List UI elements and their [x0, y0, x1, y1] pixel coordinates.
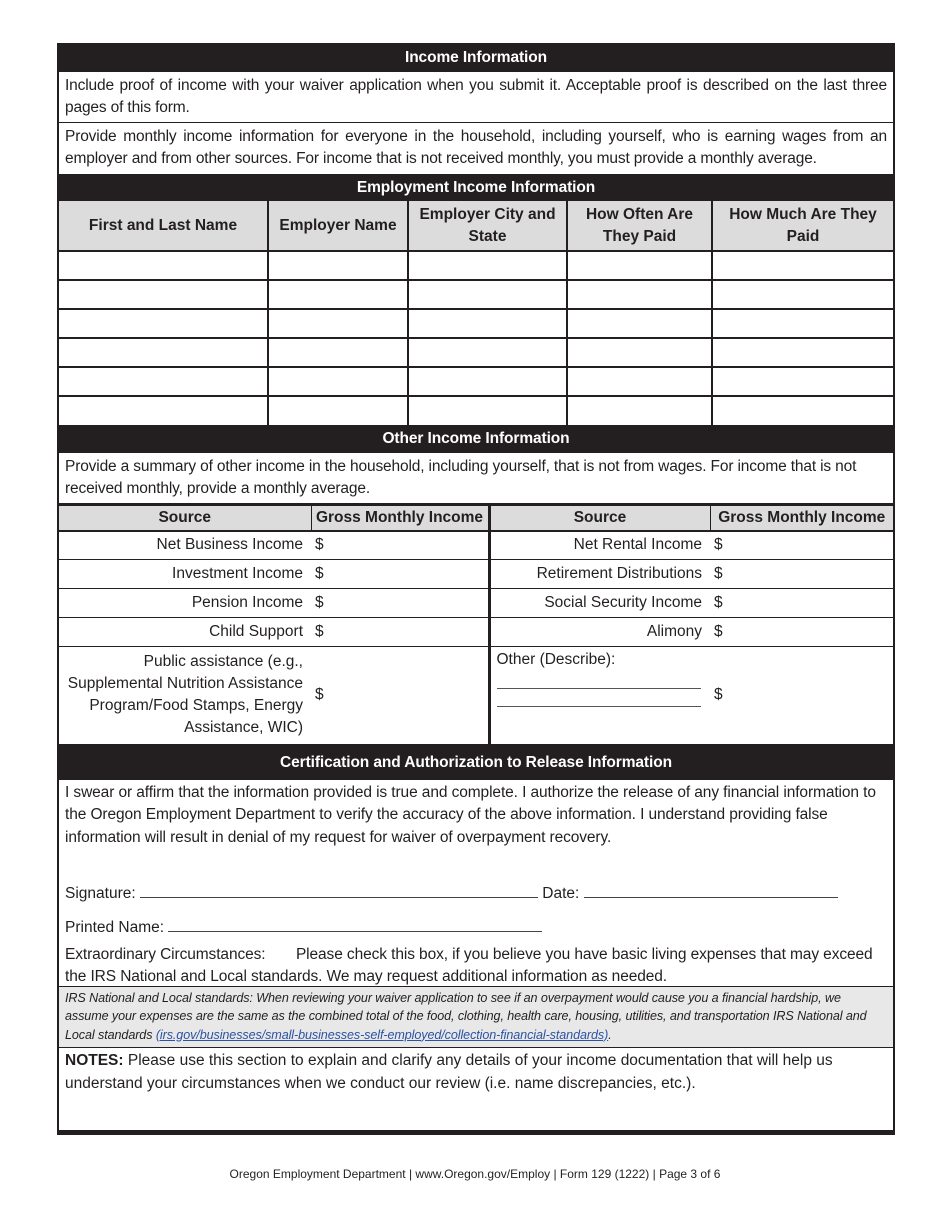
dollar-sign: $ — [714, 686, 723, 704]
source-retirement: Retirement Distributions — [489, 560, 710, 589]
source-alimony: Alimony — [489, 618, 710, 647]
frequency-input[interactable] — [567, 367, 712, 396]
notes-label: NOTES: — [65, 1052, 124, 1069]
col-city-state: Employer City and State — [408, 201, 567, 251]
amount-input[interactable] — [712, 309, 893, 338]
frequency-input[interactable] — [567, 280, 712, 309]
printed-name-field[interactable] — [168, 918, 542, 932]
amount-investment-input[interactable] — [311, 560, 489, 589]
amount-net-business-input[interactable] — [311, 531, 489, 560]
source-public-assistance: Public assistance (e.g., Supplemental Nutrition Assistance Program/Food Stamps, Energy Assistance, WIC) — [67, 653, 303, 737]
source-investment: Investment Income — [58, 560, 311, 589]
name-input[interactable] — [59, 338, 268, 367]
col-gross-left: Gross Monthly Income — [311, 505, 489, 531]
frequency-input[interactable] — [567, 309, 712, 338]
other-income-header-row — [58, 505, 894, 531]
table-row — [59, 280, 893, 309]
name-input[interactable] — [59, 367, 268, 396]
city-state-input[interactable] — [408, 396, 567, 425]
table-row — [58, 618, 894, 647]
col-name: First and Last Name — [59, 201, 268, 251]
dollar-sign: $ — [714, 565, 723, 582]
table-row — [59, 251, 893, 280]
employer-input[interactable] — [268, 367, 408, 396]
table-row — [58, 589, 894, 618]
dollar-sign: $ — [315, 594, 324, 611]
employer-input[interactable] — [268, 251, 408, 280]
table-row — [58, 647, 894, 745]
amount-retirement-input[interactable] — [710, 560, 894, 589]
col-source-right: Source — [489, 505, 710, 531]
certification-header: Certification and Authorization to Release Information — [57, 746, 895, 780]
source-net-business: Net Business Income — [58, 531, 311, 560]
other-describe-line-2[interactable] — [497, 689, 701, 707]
amount-social-security-input[interactable] — [710, 589, 894, 618]
table-row — [59, 367, 893, 396]
source-pension: Pension Income — [58, 589, 311, 618]
employment-table-wrapper — [57, 201, 895, 425]
other-describe-label: Other (Describe): — [496, 651, 616, 668]
other-describe-line-1[interactable] — [497, 671, 701, 689]
extraordinary-label: Extraordinary Circumstances: — [65, 945, 266, 963]
certification-section — [57, 780, 895, 1131]
col-how-much: How Much Are They Paid — [712, 201, 893, 251]
employer-input[interactable] — [268, 338, 408, 367]
other-income-description-box — [57, 453, 895, 503]
extraordinary-text: Please check this box, if you believe you have basic living expenses that may exceed the IRS National and Local standards. We may request additional information as needed. — [65, 945, 873, 985]
amount-child-support-input[interactable] — [311, 618, 489, 647]
name-input[interactable] — [59, 251, 268, 280]
amount-pension-input[interactable] — [311, 589, 489, 618]
bottom-rule — [57, 1130, 895, 1135]
source-social-security: Social Security Income — [489, 589, 710, 618]
notes-instructions: Please use this section to explain and clarify any details of your income documentation that will help us understand your circumstances when we conduct our review (i.e. name discrepancies, etc.). — [65, 1052, 833, 1092]
notes-section[interactable] — [59, 1048, 893, 1130]
amount-net-rental-input[interactable] — [710, 531, 894, 560]
employment-header-row — [59, 201, 893, 251]
irs-standards-note — [59, 986, 893, 1049]
income-info-header: Income Information — [57, 43, 895, 72]
employer-input[interactable] — [268, 396, 408, 425]
amount-input[interactable] — [712, 396, 893, 425]
table-row — [58, 531, 894, 560]
col-gross-right: Gross Monthly Income — [710, 505, 894, 531]
table-row — [59, 309, 893, 338]
name-input[interactable] — [59, 309, 268, 338]
certification-statement: I swear or affirm that the information provided is true and complete. I authorize the release of any financial information to the Oregon Employment Department to verify the accuracy of the above information. I understand providing false information will result in denial of my request for waiver of overpayment recovery. — [65, 783, 876, 846]
name-input[interactable] — [59, 396, 268, 425]
signature-row — [59, 884, 893, 914]
frequency-input[interactable] — [567, 338, 712, 367]
city-state-input[interactable] — [408, 309, 567, 338]
dollar-sign: $ — [315, 623, 324, 640]
dollar-sign: $ — [315, 536, 324, 554]
irs-note-suffix: . — [608, 1027, 612, 1042]
income-proof-paragraph: Include proof of income with your waiver application when you submit it. Acceptable proof is described on the last three pages of this form. — [65, 77, 887, 116]
amount-other-input[interactable] — [710, 647, 894, 745]
irs-standards-link[interactable]: (irs.gov/businesses/small-businesses-self-employed/collection-financial-standards) — [155, 1027, 609, 1042]
other-income-header: Other Income Information — [57, 425, 895, 453]
other-income-table — [57, 503, 895, 746]
printed-name-row — [59, 914, 893, 942]
dollar-sign: $ — [315, 686, 324, 704]
city-state-input[interactable] — [408, 367, 567, 396]
table-row — [58, 560, 894, 589]
date-label: Date: — [542, 884, 580, 902]
employer-input[interactable] — [268, 309, 408, 338]
form-page — [57, 43, 895, 1135]
amount-input[interactable] — [712, 367, 893, 396]
source-net-rental: Net Rental Income — [489, 531, 710, 560]
date-field[interactable] — [584, 884, 838, 898]
extraordinary-circumstances — [59, 942, 893, 986]
col-source-left: Source — [58, 505, 311, 531]
city-state-input[interactable] — [408, 280, 567, 309]
employment-table — [59, 201, 893, 425]
page-footer: Oregon Employment Department | www.Oregon.gov/Employ | Form 129 (1222) | Page 3 of 6 — [229, 1167, 721, 1181]
dollar-sign: $ — [714, 594, 723, 611]
name-input[interactable] — [59, 280, 268, 309]
frequency-input[interactable] — [567, 396, 712, 425]
irs-note-text: IRS National and Local standards: When reviewing your waiver application to see if an overpayment would cause you a financial hardship, we assume your expenses are the same as the combined total of the food, clothing, health care, housing, utilities, and transportation IRS National and Local standards — [65, 990, 867, 1042]
income-monthly-paragraph: Provide monthly income information for everyone in the household, including yourself, who is earning wages from an employer and from other sources. For income that is not received monthly, you must provide a monthly average. — [59, 122, 893, 174]
printed-name-label: Printed Name: — [65, 918, 165, 936]
dollar-sign: $ — [315, 565, 324, 582]
city-state-input[interactable] — [408, 251, 567, 280]
employer-input[interactable] — [268, 280, 408, 309]
other-income-description: Provide a summary of other income in the household, including yourself, that is not from wages. For income that is not received monthly, provide a monthly average. — [65, 458, 857, 497]
signature-field[interactable] — [140, 884, 538, 898]
amount-alimony-input[interactable] — [710, 618, 894, 647]
employment-income-header: Employment Income Information — [57, 174, 895, 201]
city-state-input[interactable] — [408, 338, 567, 367]
col-how-often: How Often Are They Paid — [567, 201, 712, 251]
amount-input[interactable] — [712, 251, 893, 280]
table-row — [59, 396, 893, 425]
income-info-section — [57, 72, 895, 174]
source-child-support: Child Support — [58, 618, 311, 647]
table-row — [59, 338, 893, 367]
dollar-sign: $ — [714, 623, 723, 640]
amount-input[interactable] — [712, 338, 893, 367]
source-other — [489, 647, 710, 745]
dollar-sign: $ — [714, 536, 723, 554]
amount-input[interactable] — [712, 280, 893, 309]
amount-public-assistance-input[interactable] — [311, 647, 489, 745]
col-employer: Employer Name — [268, 201, 408, 251]
signature-label: Signature: — [65, 884, 136, 902]
frequency-input[interactable] — [567, 251, 712, 280]
